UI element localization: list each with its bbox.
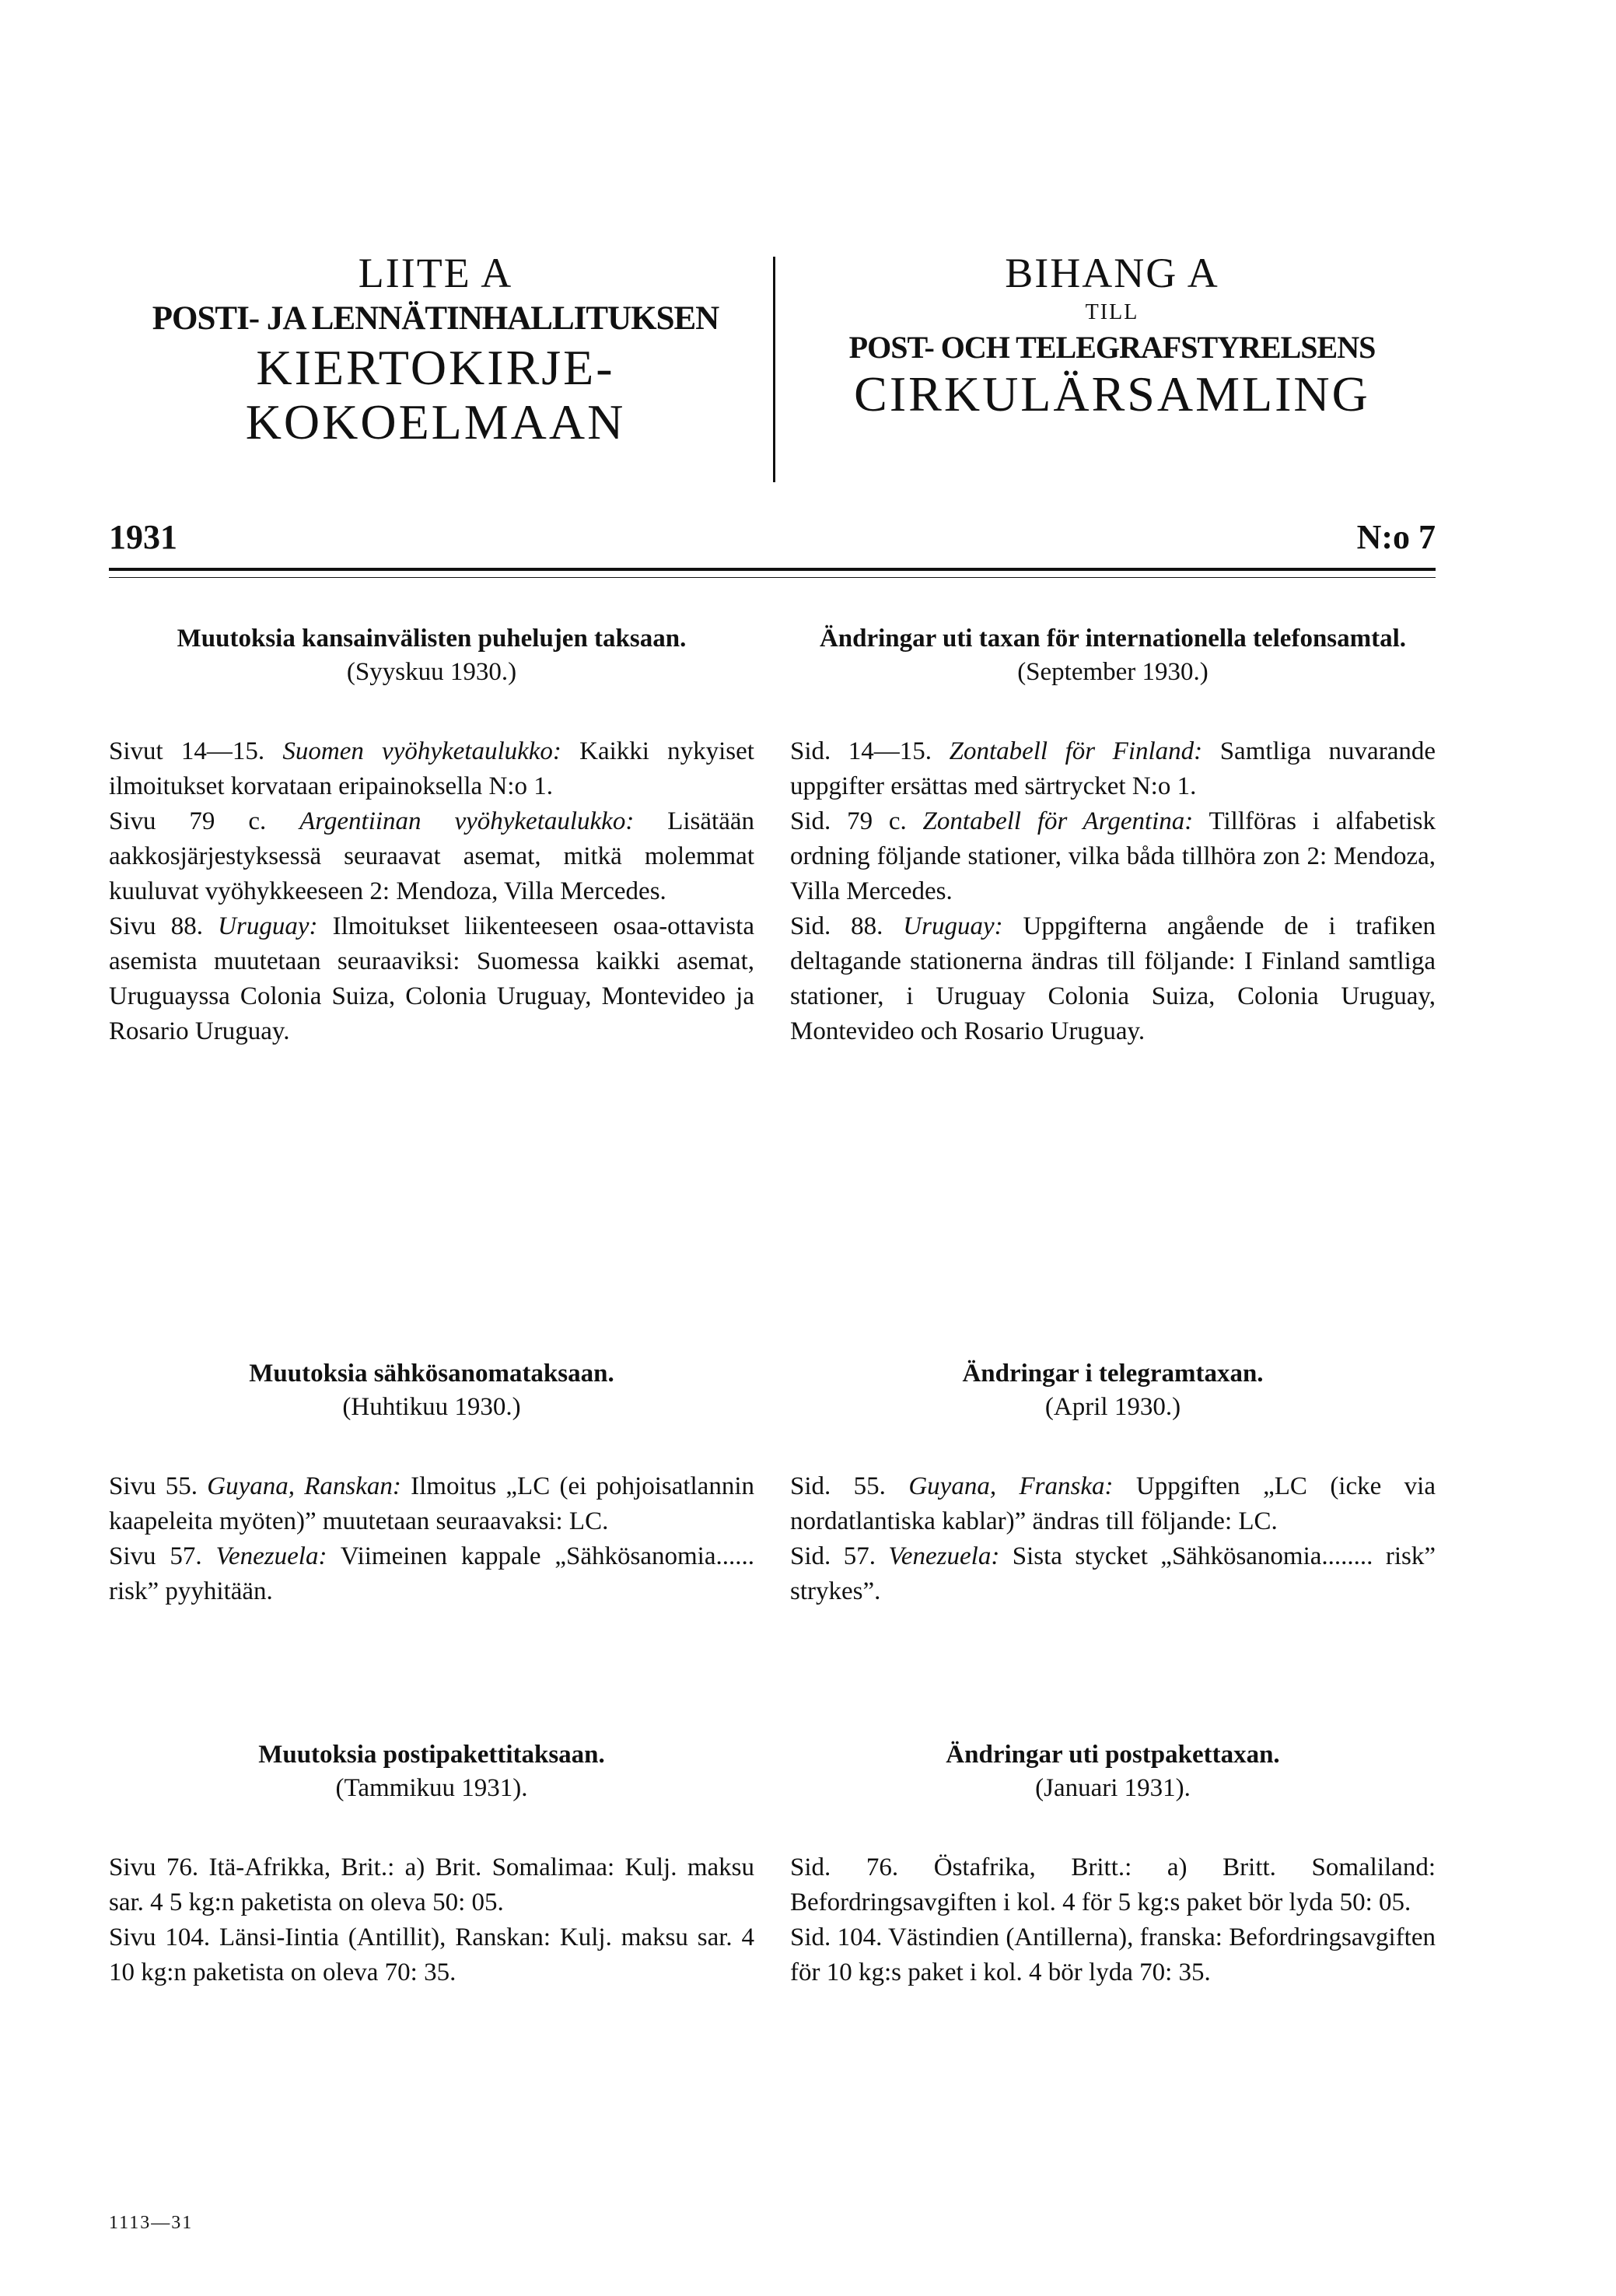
section2-left-title: Muutoksia sähkösanomataksaan. [249,1360,614,1388]
section3-left-title: Muutoksia postipakettitaksaan. [258,1741,605,1769]
section1-right-title: Ändringar uti taxan för internationella telefonsamtal. [819,625,1407,653]
section-telegram-rates [109,1357,1436,1684]
section1-right-body [790,734,1436,1049]
section2-right-para1: Sid. 55. Guyana, Franska: Uppgiften „LC (icke via nordatlantiska kablar)” ändras till följande: LC. [790,1472,1436,1535]
section2-right-title: Ändringar i telegramtaxan. [962,1360,1264,1388]
section1-left-title: Muutoksia kansainvälisten puhelujen taksaan. [177,625,687,653]
section2-right-para2: Sid. 57. Venezuela: Sista stycket „Sähkösanomia........ risk” strykes”. [790,1542,1436,1605]
header-rule-thin [109,577,1436,578]
issue-number: N:o 7 [1356,518,1436,556]
section3-right-para2: Sid. 104. Västindien (Antillerna), franska: Befordringsavgiften för 10 kg:s paket i kol. 4 bör lyda 70: 35. [790,1923,1436,1986]
section1-swedish [790,622,1436,1049]
section2-left-body [109,1469,754,1609]
section1-right-para1: Sid. 14—15. Zontabell för Finland: Samtliga nuvarande uppgifter ersättas med särtrycket N:o 1. [790,737,1436,800]
section1-left-body [109,734,754,1049]
header-rule-thick [109,568,1436,571]
header-right-line1: BIHANG A [1005,250,1219,296]
section3-left-para1: Sivu 76. Itä-Afrikka, Brit.: a) Brit. Somalimaa: Kulj. maksu sar. 4 5 kg:n paketista on oleva 50: 05. [109,1853,754,1916]
section-parcel-rates [109,1738,1436,2143]
section-telephone-rates [109,622,1436,1322]
section1-right-date: (September 1930.) [1017,658,1209,686]
header-right-line4: CIRKULÄRSAMLING [854,366,1370,422]
header-swedish [785,249,1439,474]
section2-left-para1: Sivu 55. Guyana, Ranskan: Ilmoitus „LC (ei pohjoisatlannin kaapeleita myöten)” muutetaan seuraavaksi: LC. [109,1472,755,1535]
section3-right-title: Ändringar uti postpakettaxan. [946,1741,1280,1769]
section2-left-para2: Sivu 57. Venezuela: Viimeinen kappale „Sähkösanomia...... risk” pyyhitään. [109,1542,754,1605]
header-left-line3: KIERTOKIRJE- [256,340,615,395]
header-left-line2: POSTI- JA LENNÄTINHALLITUKSEN [152,300,719,337]
section3-right-body [790,1850,1436,1990]
section3-finnish [109,1738,754,1990]
section1-right-para2: Sid. 79 c. Zontabell för Argentina: Tillföras i alfabetisk ordning följande stationer, vilka båda tillhöra zon 2: Mendoza, Villa Mercedes. [790,807,1436,905]
header-finnish [109,249,762,474]
header-right-line3: POST- OCH TELEGRAFSTYRELSENS [848,330,1376,365]
header-right-line2: TILL [1085,300,1139,324]
section3-swedish [790,1738,1436,1990]
section1-right-para3: Sid. 88. Uruguay: Uppgifterna angående de i trafiken deltagande stationerna ändras till följande: I Finland samtliga stationer, i Uruguay Colonia Suiza, Colonia Uruguay, Montevideo och Rosario Uruguay. [790,912,1436,1045]
section2-right-date: (April 1930.) [1044,1393,1181,1421]
section1-left-date: (Syyskuu 1930.) [346,658,517,686]
section1-left-para2: Sivu 79 c. Argentiinan vyöhyketaulukko: Lisätään aakkosjärjestyksessä seuraavat asemat, mitkä molemmat kuuluvat vyöhykkeeseen 2: Mendoza, Villa Mercedes. [109,807,754,905]
section1-finnish [109,622,754,1049]
section3-left-para2: Sivu 104. Länsi-Iintia (Antillit), Ranskan: Kulj. maksu sar. 4 10 kg:n paketista on oleva 70: 35. [109,1923,754,1986]
section2-finnish [109,1357,754,1609]
section1-left-para3: Sivu 88. Uruguay: Ilmoitukset liikenteeseen osaa-ottavista asemista muutetaan seuraaviksi: Suomessa kaikki asemat, Uruguayssa Colonia Suiza, Colonia Uruguay, Montevideo ja Rosario Uruguay. [109,912,754,1045]
section3-left-body [109,1850,754,1990]
section3-left-date: (Tammikuu 1931). [335,1774,528,1802]
print-code: 1113—31 [109,2213,194,2233]
issue-year: 1931 [109,518,177,556]
header-left-line1: LIITE A [358,250,513,296]
section2-left-date: (Huhtikuu 1930.) [342,1393,521,1421]
section3-right-date: (Januari 1931). [1035,1774,1191,1802]
header-divider [773,257,775,482]
section2-swedish [790,1357,1436,1609]
section1-left-para1: Sivut 14—15. Suomen vyöhyketaulukko: Kaikki nykyiset ilmoitukset korvataan eripainoksella N:o 1. [109,737,754,800]
section2-right-body [790,1469,1436,1609]
header-left-line4: KOKOELMAAN [245,394,626,450]
section3-right-para1: Sid. 76. Östafrika, Britt.: a) Britt. Somaliland: Befordringsavgiften i kol. 4 för 5 kg:s paket bör lyda 50: 05. [790,1853,1436,1916]
